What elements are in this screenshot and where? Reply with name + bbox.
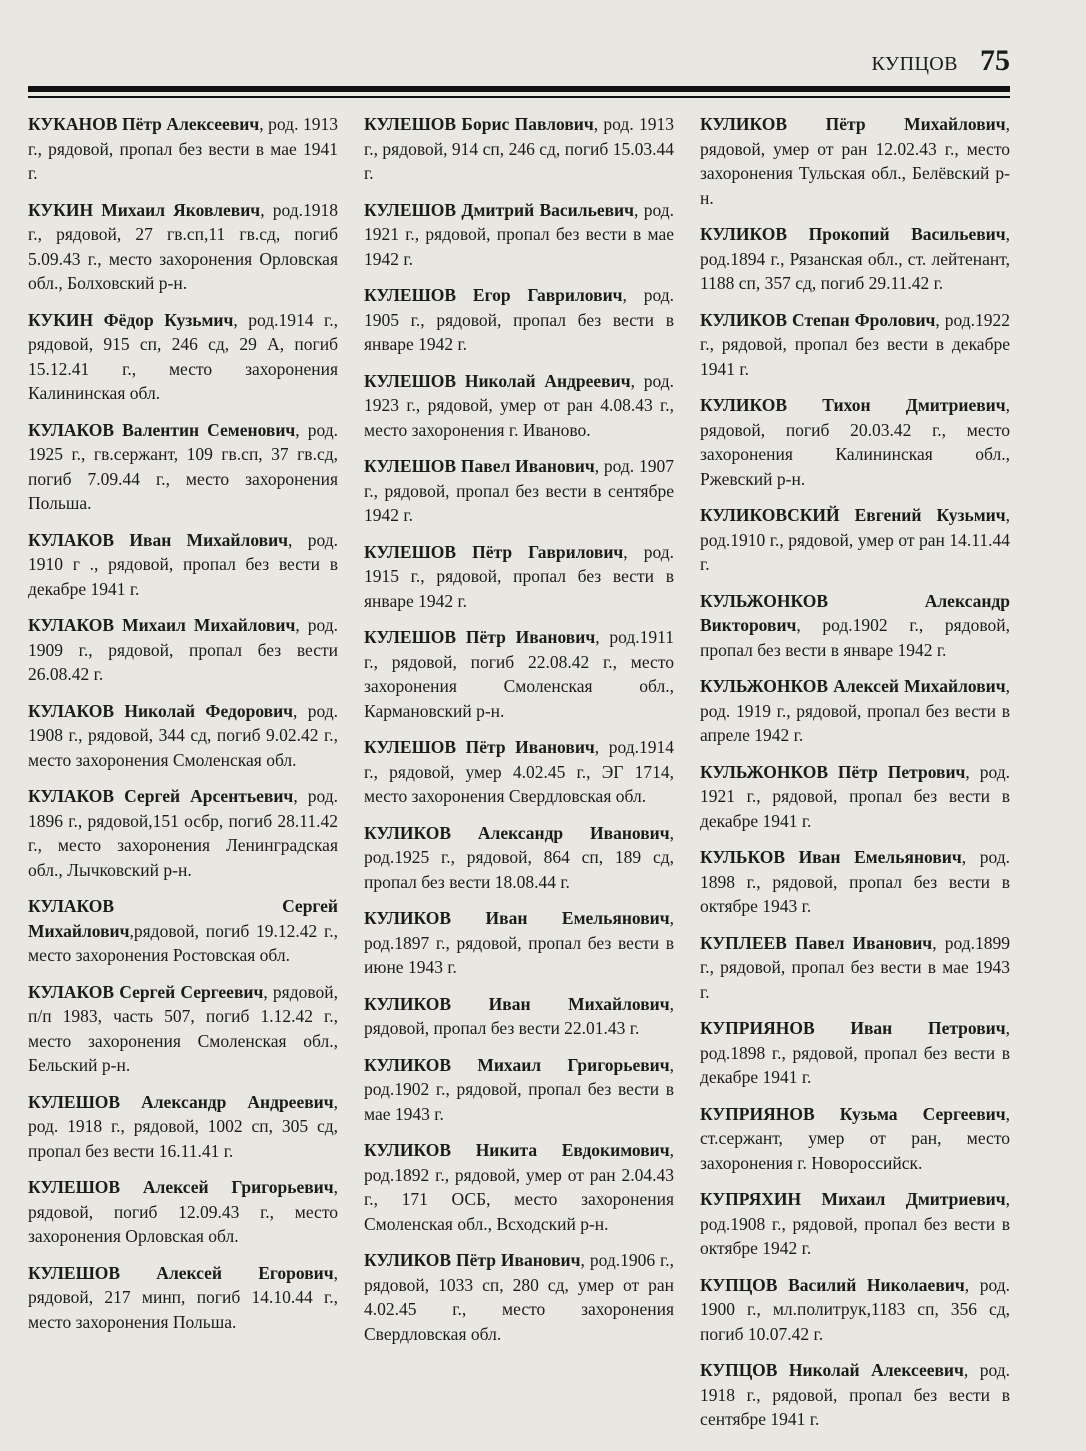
entry-name: КУЛЕШОВ Александр Андреевич: [28, 1091, 334, 1112]
memorial-entry: [700, 222, 1010, 296]
memorial-entry: [364, 198, 674, 272]
entry-details: , рядовой, погиб 20.03.42 г., место захоронения Калининская обл., Ржевский р-н.: [700, 395, 1010, 489]
entry-name: КУЛАКОВ Сергей Арсентьевич: [28, 786, 294, 806]
memorial-entry: [28, 528, 338, 602]
entry-details: , род.1914 г., рядовой, 915 сп, 246 сд, 29 А, погиб 15.12.41 г., место захоронения Калининская обл.: [28, 309, 338, 403]
entry-details: , род. 1898 г., рядовой, пропал без вести в октябре 1943 г.: [700, 847, 1010, 916]
memorial-entry: [364, 1248, 674, 1346]
entry-name: КУЛЕШОВ Павел Иванович: [364, 456, 595, 476]
entry-name: КУЛАКОВ Сергей Михайлович: [28, 896, 338, 941]
entry-details: , род.1906 г., рядовой, 1033 сп, 280 сд, умер от ран 4.02.45 г., место захоронения Свердловская обл.: [364, 1250, 674, 1344]
header-rule-thin: [28, 96, 1010, 98]
entry-details: , род. 1925 г., гв.сержант, 109 гв.сп, 37 гв.сд, погиб 7.09.44 г., место захоронения Польша.: [28, 419, 338, 513]
entry-details: , род.1897 г., рядовой, пропал без вести в июне 1943 г.: [364, 908, 674, 977]
entry-details: , род. 1910 г ., рядовой, пропал без вести в декабре 1941 г.: [28, 529, 338, 599]
text-columns: [28, 112, 1010, 1444]
entry-name: КУЛЬЖОНКОВ Алексей Михайлович: [700, 676, 1006, 696]
entry-details: , род.1908 г., рядовой, пропал без вести в октябре 1942 г.: [700, 1189, 1010, 1258]
column-3: [700, 112, 1010, 1444]
entry-details: , рядовой, погиб 12.09.43 г., место захоронения Орловская обл.: [28, 1177, 338, 1246]
memorial-entry: [28, 308, 338, 406]
entry-name: КУПРИЯНОВ Иван Петрович: [700, 1018, 1006, 1038]
memorial-entry: [700, 308, 1010, 382]
entry-details: , род. 1918 г., рядовой, 1002 сп, 305 сд, пропал без вести 16.11.41 г.: [28, 1091, 338, 1161]
entry-details: , род. 1908 г., рядовой, 344 сд, погиб 9.02.42 г., место захоронения Смоленская обл.: [28, 700, 338, 770]
entry-details: , род.1899 г., рядовой, пропал без вести в мае 1943 г.: [700, 932, 1010, 1002]
entry-name: КУЛЕШОВ Дмитрий Васильевич: [364, 199, 635, 220]
memorial-entry: [700, 760, 1010, 834]
running-head-surname: КУПЦОВ: [871, 53, 958, 75]
entry-name: КУКАНОВ Пётр Алексеевич: [28, 114, 260, 134]
entry-name: КУЛАКОВ Сергей Сергеевич: [28, 981, 264, 1002]
entry-details: , род.1922 г., рядовой, пропал без вести в декабре 1941 г.: [700, 309, 1010, 379]
entry-name: КУЛИКОВ Иван Михайлович: [364, 993, 670, 1014]
entry-details: , род. 1923 г., рядовой, умер от ран 4.08.43 г., место захоронения г. Иваново.: [364, 370, 674, 440]
entry-details: ,рядовой, погиб 19.12.42 г., место захоронения Ростовская обл.: [28, 920, 338, 965]
entry-details: , род. 1905 г., рядовой, пропал без вести в январе 1942 г.: [364, 285, 674, 354]
entry-name: КУЛАКОВ Николай Федорович: [28, 700, 294, 721]
memorial-entry: [700, 1273, 1010, 1347]
entry-details: , род.1910 г., рядовой, умер от ран 14.11.44 г.: [700, 505, 1010, 574]
entry-name: КУЛАКОВ Михаил Михайлович: [28, 615, 296, 635]
entry-details: , род.1902 г., рядовой, пропал без вести в январе 1942 г.: [700, 615, 1010, 660]
entry-name: КУПРЯХИН Михаил Дмитриевич: [700, 1189, 1006, 1209]
running-head: [871, 44, 1010, 78]
memorial-entry: [364, 992, 674, 1041]
entry-name: КУЛАКОВ Валентин Семенович: [28, 419, 296, 440]
entry-name: КУЛЕШОВ Пётр Иванович: [364, 627, 596, 647]
entry-name: КУЛИКОВ Иван Емельянович: [364, 908, 670, 928]
entry-details: , рядовой, пропал без вести 22.01.43 г.: [364, 993, 674, 1038]
entry-details: , род.1902 г., рядовой, пропал без вести в мае 1943 г.: [364, 1054, 674, 1124]
entry-name: КУЛЕШОВ Егор Гаврилович: [364, 285, 623, 305]
memorial-entry: [28, 613, 338, 687]
memorial-entry: [28, 1261, 338, 1335]
memorial-entry: [700, 1102, 1010, 1176]
memorial-entry: [700, 589, 1010, 663]
entry-details: , род. 1896 г., рядовой,151 осбр, погиб 28.11.42 г., место захоронения Ленинградская обл., Лычковский р-н.: [28, 786, 338, 880]
entry-name: КУЛЕШОВ Николай Андреевич: [364, 370, 631, 391]
entry-details: , род. 1915 г., рядовой, пропал без вести в январе 1942 г.: [364, 541, 674, 611]
memorial-entry: [700, 931, 1010, 1005]
entry-details: , род. 1919 г., рядовой, пропал без вести в апреле 1942 г.: [700, 676, 1010, 745]
page-number: 75: [980, 44, 1010, 77]
entry-name: КУЛЕШОВ Пётр Иванович: [364, 737, 595, 757]
memorial-entry: [364, 1138, 674, 1236]
memorial-entry: [700, 1187, 1010, 1261]
entry-details: , ст.сержант, умер от ран, место захоронения г. Новороссийск.: [700, 1103, 1010, 1173]
entry-name: КУЛИКОВ Тихон Дмитриевич: [700, 395, 1006, 415]
memorial-entry: [700, 1358, 1010, 1432]
entry-name: КУЛЕШОВ Алексей Егорович: [28, 1262, 334, 1283]
entry-name: КУКИН Фёдор Кузьмич: [28, 309, 234, 330]
entry-name: КУЛИКОВ Прокопий Васильевич: [700, 224, 1006, 244]
memorial-entry: [364, 821, 674, 895]
entry-details: , род.1925 г., рядовой, 864 сп, 189 сд, пропал без вести 18.08.44 г.: [364, 822, 674, 892]
entry-details: , род.1914 г., рядовой, умер 4.02.45 г., ЭГ 1714, место захоронения Свердловская обл.: [364, 737, 675, 806]
entry-details: , род.1918 г., рядовой, 27 гв.сп,11 гв.сд, погиб 5.09.43 г., место захоронения Орловская обл., Болховский р-н.: [28, 199, 338, 293]
entry-details: , рядовой, умер от ран 12.02.43 г., место захоронения Тульская обл., Белёвский р-н.: [700, 114, 1010, 208]
entry-name: КУЛИКОВ Пётр Иванович: [364, 1250, 581, 1270]
entry-details: , род. 1913 г., рядовой, пропал без вести в мае 1941 г.: [28, 114, 338, 183]
memorial-entry: [364, 735, 674, 809]
memorial-entry: [364, 906, 674, 980]
entry-details: , род.1911 г., рядовой, погиб 22.08.42 г., место захоронения Смоленская обл., Кармановский р-н.: [364, 627, 674, 721]
memorial-entry: [700, 112, 1010, 210]
entry-name: КУЛИКОВ Степан Фролович: [700, 309, 936, 330]
entry-name: КУЛЬЖОНКОВ Пётр Петрович: [700, 761, 966, 782]
memorial-entry: [28, 418, 338, 516]
entry-name: КУПЛЕЕВ Павел Иванович: [700, 932, 933, 953]
entry-name: КУПЦОВ Василий Николаевич: [700, 1274, 965, 1295]
entry-name: КУКИН Михаил Яковлевич: [28, 199, 261, 220]
entry-details: , рядовой, 217 минп, погиб 14.10.44 г., место захоронения Польша.: [28, 1262, 338, 1332]
memorial-entry: [28, 699, 338, 773]
entry-details: , род.1898 г., рядовой, пропал без вести в декабре 1941 г.: [700, 1018, 1010, 1087]
entry-name: КУЛИКОВ Пётр Михайлович: [700, 114, 1006, 134]
memorial-entry: [700, 674, 1010, 748]
memorial-entry: [364, 540, 674, 614]
memorial-entry: [364, 625, 674, 723]
memorial-entry: [364, 1053, 674, 1127]
entry-name: КУЛЕШОВ Пётр Гаврилович: [364, 541, 624, 562]
memorial-entry: [28, 198, 338, 296]
entry-name: КУЛИКОВ Александр Иванович: [364, 822, 670, 843]
entry-details: , род.1894 г., Рязанская обл., ст. лейтенант, 1188 сп, 357 сд, погиб 29.11.42 г.: [700, 224, 1010, 293]
entry-details: , род. 1921 г., рядовой, пропал без вести в мае 1942 г.: [364, 199, 674, 269]
memorial-entry: [364, 283, 674, 357]
memorial-entry: [28, 1175, 338, 1249]
header-rule-thick: [28, 86, 1010, 92]
memorial-entry: [28, 894, 338, 968]
column-2: [364, 112, 674, 1444]
memorial-entry: [28, 784, 338, 882]
memorial-entry: [364, 454, 674, 528]
entry-name: КУЛЕШОВ Борис Павлович: [364, 114, 594, 134]
entry-name: КУЛЬЖОНКОВ Александр Викторович: [700, 590, 1010, 635]
entry-name: КУЛЬКОВ Иван Емельянович: [700, 847, 962, 867]
column-1: [28, 112, 338, 1444]
entry-name: КУЛИКОВСКИЙ Евгений Кузьмич: [700, 505, 1006, 525]
memorial-entry: [28, 1090, 338, 1164]
memorial-entry: [28, 112, 338, 186]
entry-details: , род. 1921 г., рядовой, пропал без вести в декабре 1941 г.: [700, 761, 1010, 831]
entry-details: , род. 1907 г., рядовой, пропал без вести в сентябре 1942 г.: [364, 456, 674, 525]
entry-details: , рядовой, п/п 1983, часть 507, погиб 1.12.42 г., место захоронения Смоленская обл., Бельский р-н.: [28, 981, 338, 1075]
memorial-entry: [700, 845, 1010, 919]
memorial-entry: [364, 112, 674, 186]
memorial-entry: [28, 980, 338, 1078]
entry-name: КУЛЕШОВ Алексей Григорьевич: [28, 1177, 334, 1197]
entry-name: КУЛИКОВ Никита Евдокимович: [364, 1140, 670, 1160]
entry-name: КУПРИЯНОВ Кузьма Сергеевич: [700, 1103, 1006, 1124]
entry-details: , род. 1900 г., мл.политрук,1183 сп, 356 сд, погиб 10.07.42 г.: [700, 1274, 1010, 1344]
memorial-entry: [700, 503, 1010, 577]
memorial-entry: [364, 369, 674, 443]
entry-details: , род.1892 г., рядовой, умер от ран 2.04.43 г., 171 ОСБ, место захоронения Смоленская обл., Всходский р-н.: [364, 1140, 674, 1234]
entry-details: , род. 1918 г., рядовой, пропал без вести в сентябре 1941 г.: [700, 1360, 1010, 1429]
memorial-entry: [700, 1016, 1010, 1090]
entry-name: КУПЦОВ Николай Алексеевич: [700, 1360, 964, 1380]
entry-details: , род. 1909 г., рядовой, пропал без вести 26.08.42 г.: [28, 615, 338, 684]
entry-name: КУЛИКОВ Михаил Григорьевич: [364, 1054, 670, 1075]
memorial-entry: [700, 393, 1010, 491]
entry-name: КУЛАКОВ Иван Михайлович: [28, 529, 289, 550]
entry-details: , род. 1913 г., рядовой, 914 сп, 246 сд, погиб 15.03.44 г.: [364, 114, 675, 183]
